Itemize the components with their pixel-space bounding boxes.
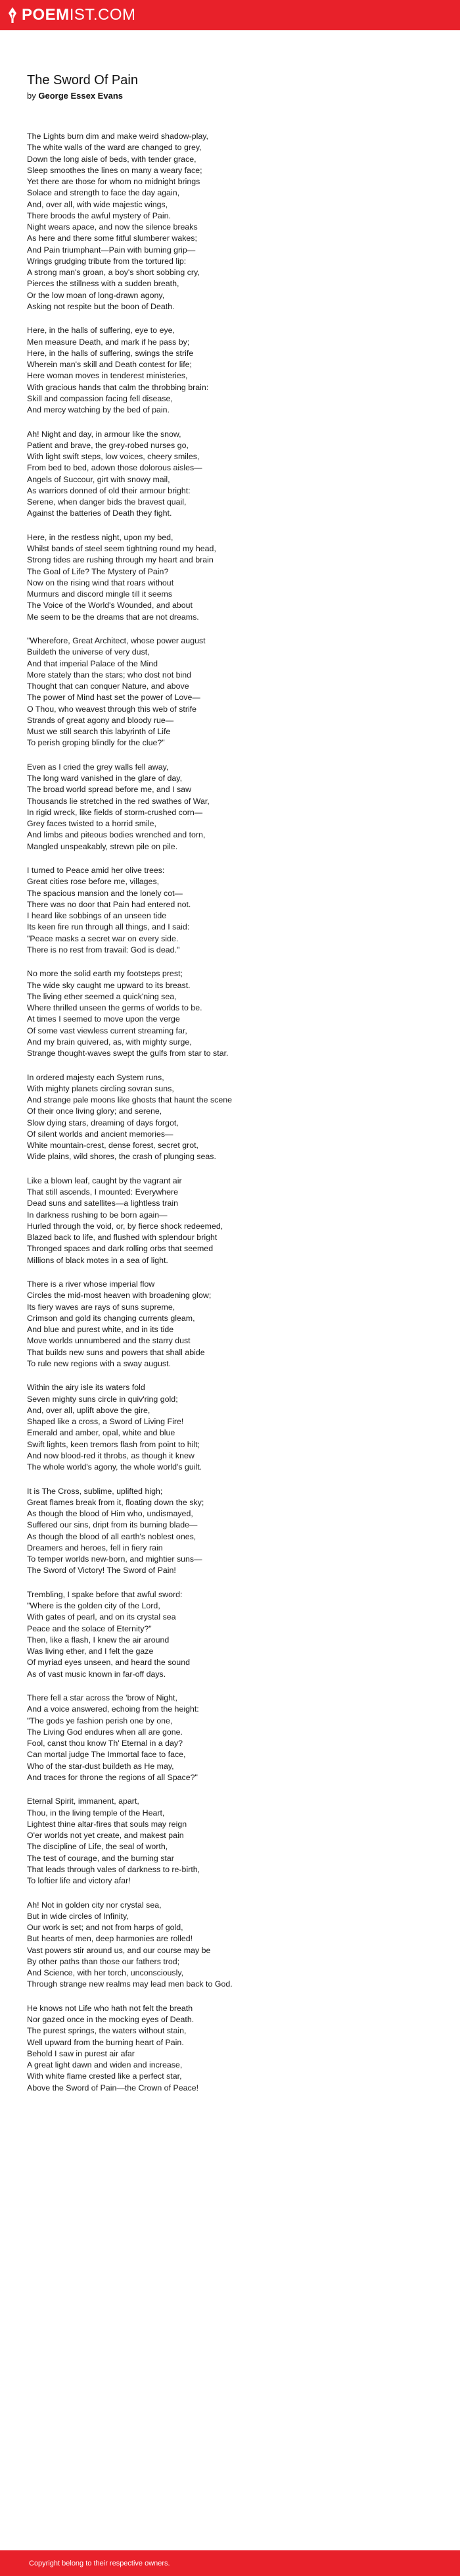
poem-line: Millions of black motes in a sea of light. — [27, 1255, 168, 1265]
poem-line: And limbs and piteous bodies wrenched and torn, — [27, 830, 206, 840]
poem-line: Who of the star-dust buildeth as He may, — [27, 1761, 174, 1771]
poem-line: Behold I saw in purest air afar — [27, 2048, 135, 2058]
poem-stanza — [27, 1796, 448, 1887]
poem-line: Ah! Not in golden city nor crystal sea, — [27, 1900, 162, 1910]
poem-line: Slow dying stars, dreaming of days forgot, — [27, 1118, 179, 1127]
poem-stanza — [27, 635, 448, 749]
poem-line: Down the long aisle of beds, with tender grace, — [27, 154, 196, 164]
poem-line: Yet there are those for whom no midnight brings — [27, 177, 200, 186]
poem-stanza — [27, 429, 448, 520]
poem-line: Lightest thine altar-fires that souls may reign — [27, 1819, 187, 1829]
poem-line: Of myriad eyes unseen, and heard the sound — [27, 1658, 190, 1668]
poem-line: That still ascends, I mounted: Everywhere — [27, 1187, 179, 1197]
poem-line: The living ether seemed a quick'ning sea, — [27, 991, 177, 1001]
poem-line: And Pain triumphant—Pain with burning grip— — [27, 245, 196, 255]
poem-line: Within the airy isle its waters fold — [27, 1383, 145, 1393]
poem-line: And mercy watching by the bed of pain. — [27, 405, 170, 414]
poem-line: Patient and brave, the grey-robed nurses go, — [27, 440, 189, 450]
poem-line: That builds new suns and powers that shall abide — [27, 1347, 205, 1357]
poem-line: There is no rest from travail: God is dead." — [27, 945, 180, 954]
poem-line: Crimson and gold its changing currents gleam, — [27, 1313, 195, 1323]
poem-line: Eternal Spirit, immanent, apart, — [27, 1796, 139, 1806]
poem-line: Above the Sword of Pain—the Crown of Peace! — [27, 2083, 199, 2093]
poem-line: Murmurs and discord mingle till it seems — [27, 589, 173, 599]
poem-line: The purest springs, the waters without stain, — [27, 2026, 187, 2036]
poem-line: Now on the rising wind that roars without — [27, 578, 174, 587]
poem-line: As though the blood of Him who, undismayed, — [27, 1509, 193, 1518]
poem-line: In rigid wreck, like fields of storm-crushed corn— — [27, 807, 203, 817]
poem-line: Wide plains, wild shores, the crash of plunging seas. — [27, 1152, 216, 1162]
copyright-text: Copyright belong to their respective owners. — [29, 2560, 170, 2567]
poem-line: In ordered majesty each System runs, — [27, 1072, 164, 1082]
poem-line: And strange pale moons like ghosts that haunt the scene — [27, 1095, 233, 1104]
poem-line: At times I seemed to move upon the verge — [27, 1014, 180, 1024]
poem-line: Suffered our sins, dript from its burning blade— — [27, 1520, 198, 1530]
poem-line: A great light dawn and widen and increase, — [27, 2060, 183, 2069]
poem-line: Men measure Death, and mark if he pass by; — [27, 337, 190, 347]
poem-line: The discipline of Life, the seal of worth, — [27, 1842, 168, 1852]
poem-stanza — [27, 762, 448, 853]
poem-line: Here, in the halls of suffering, swings the strife — [27, 348, 194, 358]
logo-text-strong: POEM — [22, 6, 70, 24]
poem-stanza — [27, 1176, 448, 1266]
poem-line: The broad world spread before me, and I saw — [27, 785, 192, 795]
poem-line: Wherein man's skill and Death contest for life; — [27, 360, 192, 369]
poem-line: And a voice answered, echoing from the height: — [27, 1704, 199, 1714]
poem-stanza — [27, 1693, 448, 1783]
poem-line: The test of courage, and the burning star — [27, 1853, 174, 1863]
poem-line: I turned to Peace amid her olive trees: — [27, 866, 165, 875]
poem-stanza — [27, 131, 448, 312]
poem-line: Pierces the stillness with a sudden breath, — [27, 279, 179, 289]
poem-line: Thought that can conquer Nature, and above — [27, 681, 189, 691]
poem-line: Circles the mid-most heaven with broadening glow; — [27, 1291, 212, 1300]
poem-line: The whole world's agony, the whole world's guilt. — [27, 1462, 202, 1472]
poem-line: And that imperial Palace of the Mind — [27, 658, 158, 668]
poem-stanza — [27, 1900, 448, 1991]
logo-wordmark — [22, 7, 136, 24]
poem-line: Seven mighty suns circle in quiv'ring gold; — [27, 1394, 178, 1404]
poem-line: Even as I cried the grey walls fell away, — [27, 762, 169, 772]
poem-line: Thronged spaces and dark rolling orbs that seemed — [27, 1244, 214, 1254]
poem-line: And, over all, uplift above the gire, — [27, 1405, 150, 1415]
poem-line: As though the blood of all earth's noblest ones, — [27, 1531, 196, 1541]
poem-line: Grey faces twisted to a horrid smile, — [27, 819, 156, 828]
poem-line: As of vast music known in far-off days. — [27, 1669, 166, 1679]
poem-line: The spacious mansion and the lonely cot— — [27, 888, 183, 898]
poem-line: Of silent worlds and ancient memories— — [27, 1129, 173, 1139]
poem-line: With light swift steps, low voices, cheery smiles, — [27, 452, 200, 461]
poem-line: Was living ether, and I felt the gaze — [27, 1647, 154, 1656]
poem-line: Of some vast viewless current streaming far, — [27, 1026, 187, 1035]
poem-line: That leads through vales of darkness to re-birth, — [27, 1864, 200, 1874]
poem-line: Its fiery waves are rays of suns supreme, — [27, 1302, 175, 1312]
poem-line: O Thou, who weavest through this web of strife — [27, 704, 197, 714]
poem-line: The Voice of the World's Wounded, and about — [27, 601, 193, 610]
poem-body — [27, 131, 448, 2094]
poem-line: Strands of great agony and bloody rue— — [27, 715, 174, 725]
poem-stanza — [27, 865, 448, 956]
poem-line: Whilst bands of steel seem tightning round my head, — [27, 544, 216, 553]
poem-stanza — [27, 2003, 448, 2094]
poem-line: It is The Cross, sublime, uplifted high; — [27, 1486, 163, 1496]
pen-nib-icon — [8, 7, 17, 23]
poem-title: The Sword Of Pain — [27, 73, 138, 87]
poem-line: I heard like sobbings of an unseen tide — [27, 911, 167, 920]
poem-line: Me seem to be the dreams that are not dreams. — [27, 612, 199, 622]
poem-line: There fell a star across the 'brow of Night, — [27, 1693, 177, 1702]
poem-line: And Science, with her torch, unconsciously, — [27, 1968, 184, 1977]
poem-line: But in wide circles of Infinity, — [27, 1911, 129, 1921]
poem-line: Where thrilled unseen the germs of worlds to be. — [27, 1003, 202, 1012]
poem-stanza — [27, 1589, 448, 1680]
poem-line: As warriors donned of old their armour bright: — [27, 485, 191, 495]
poem-line: Our work is set; and not from harps of gold, — [27, 1923, 183, 1932]
poem-line: Mangled unspeakably, strewn pile on pile. — [27, 841, 178, 851]
poem-line: In darkness rushing to be born again— — [27, 1210, 168, 1220]
author-link[interactable]: George Essex Evans — [38, 91, 123, 101]
poem-line: To perish groping blindly for the clue?" — [27, 738, 165, 748]
poem-stanza — [27, 532, 448, 623]
poem-line: To loftier life and victory afar! — [27, 1876, 131, 1885]
poem-line: Great flames break from it, floating down the sky; — [27, 1497, 204, 1507]
poem-line: White mountain-crest, dense forest, secret grot, — [27, 1141, 199, 1150]
poem-line: Can mortal judge The Immortal face to face, — [27, 1750, 186, 1760]
poem-stanza — [27, 1072, 448, 1163]
poem-line: Here woman moves in tenderest ministeries, — [27, 371, 188, 381]
poem-line: The Sword of Victory! The Sword of Pain! — [27, 1566, 176, 1575]
poem-line: Must we still search this labyrinth of Life — [27, 727, 171, 736]
poem-line: O'er worlds not yet create, and makest pain — [27, 1831, 184, 1840]
poem-line: Emerald and amber, opal, white and blue — [27, 1428, 175, 1438]
poem-line: Or the low moan of long-drawn agony, — [27, 290, 165, 300]
poem-line: Thousands lie stretched in the red swathes of War, — [27, 796, 210, 806]
poem-line: Night wears apace, and now the silence breaks — [27, 222, 198, 232]
poem-line: Nor gazed once in the mocking eyes of Death. — [27, 2015, 195, 2024]
poem-line: More stately than the stars; who dost not bind — [27, 670, 192, 680]
poem-line: Solace and strength to face the day again, — [27, 188, 180, 198]
poem-line: Buildeth the universe of very dust, — [27, 647, 150, 657]
site-logo[interactable] — [8, 7, 136, 24]
poem-line: Dead suns and satellites—a lightless train — [27, 1199, 179, 1208]
poem-line: Against the batteries of Death they fight. — [27, 508, 172, 518]
poem-stanza — [27, 968, 448, 1059]
logo-text-light: IST.COM — [69, 6, 136, 24]
poem-line: With gracious hands that calm the throbbing brain: — [27, 382, 209, 392]
poem-line: Thou, in the living temple of the Heart, — [27, 1808, 165, 1818]
poem-line: The Lights burn dim and make weird shadow-play, — [27, 132, 208, 141]
poem-line: "The gods ye fashion perish one by one, — [27, 1716, 173, 1725]
poem-stanza — [27, 1382, 448, 1473]
poem-line: Through strange new realms may lead men back to God. — [27, 1979, 233, 1989]
poem-line: Like a blown leaf, caught by the vagrant air — [27, 1176, 182, 1185]
poem-line: To rule new regions with a sway august. — [27, 1358, 172, 1368]
poem-line: Great cities rose before me, villages, — [27, 877, 160, 887]
poem-line: No more the solid earth my footsteps prest; — [27, 969, 183, 979]
poem-line: And now blood-red it throbs, as though it knew — [27, 1450, 195, 1460]
poem-line: Asking not respite but the boon of Death. — [27, 301, 175, 311]
poem-line: "Peace masks a secret war on every side. — [27, 933, 179, 943]
byline-label: by — [27, 91, 36, 101]
poem-line: Serene, when danger bids the bravest quail, — [27, 497, 187, 507]
poem-line: Here, in the halls of suffering, eye to eye, — [27, 326, 175, 335]
poem-line: As here and there some fitful slumberer wakes; — [27, 234, 197, 243]
poem-line: The power of Mind hast set the power of Love— — [27, 693, 200, 703]
poem-line: With white flame crested like a perfect star, — [27, 2071, 182, 2081]
poem-line: Ah! Night and day, in armour like the snow, — [27, 429, 181, 439]
site-header — [0, 0, 460, 30]
poem-stanza — [27, 1486, 448, 1577]
poem-line: "Where is the golden city of the Lord, — [27, 1601, 160, 1610]
poem-article — [27, 72, 448, 2106]
poem-line: From bed to bed, adown those dolorous aisles— — [27, 463, 202, 473]
poem-line: Peace and the solace of Eternity?" — [27, 1623, 152, 1633]
poem-line: Sleep smoothes the lines on many a weary face; — [27, 165, 202, 175]
poem-line: There was no door that Pain had entered not. — [27, 899, 191, 909]
poem-line: Trembling, I spake before that awful sword: — [27, 1589, 183, 1599]
poem-line: He knows not Life who hath not felt the breath — [27, 2003, 193, 2013]
poem-line: Swift lights, keen tremors flash from point to hilt; — [27, 1439, 200, 1449]
poem-stanza — [27, 325, 448, 416]
poem-line: The wide sky caught me upward to its breast. — [27, 980, 191, 990]
poem-line: With gates of pearl, and on its crystal sea — [27, 1612, 176, 1622]
poem-line: Vast powers stir around us, and our course may be — [27, 1945, 211, 1955]
poem-line: Its keen fire run through all things, and I said: — [27, 922, 190, 932]
poem-line: Of their once living glory; and serene, — [27, 1106, 162, 1116]
poem-line: Fool, canst thou know Th' Eternal in a day? — [27, 1739, 183, 1748]
poem-line: To temper worlds new-born, and mightier suns— — [27, 1554, 202, 1564]
poem-line: And my brain quivered, as, with mighty surge, — [27, 1037, 192, 1047]
poem-stanza — [27, 1279, 448, 1370]
poem-line: Move worlds unnumbered and the starry dust — [27, 1336, 191, 1346]
poem-line: There is a river whose imperial flow — [27, 1279, 155, 1289]
poem-line: Strange thought-waves swept the gulfs from star to star. — [27, 1049, 229, 1058]
poem-line: Dreamers and heroes, fell in fiery rain — [27, 1543, 163, 1552]
poem-line: "Wherefore, Great Architect, whose power august — [27, 636, 206, 645]
poem-line: Wrings grudging tribute from the tortured lip: — [27, 256, 187, 266]
poem-line: And traces for throne the regions of all Space?" — [27, 1772, 198, 1782]
poem-line: But hearts of men, deep harmonies are rolled! — [27, 1934, 193, 1944]
poem-line: Then, like a flash, I knew the air around — [27, 1635, 170, 1645]
poem-line: By other paths than those our fathers trod; — [27, 1956, 180, 1966]
poem-line: The Living God endures when all are gone. — [27, 1727, 183, 1737]
poem-line: The Goal of Life? The Mystery of Pain? — [27, 566, 169, 576]
poem-line: Skill and compassion facing fell disease, — [27, 393, 173, 403]
poem-line: The long ward vanished in the glare of day, — [27, 774, 183, 783]
poem-line: There broods the awful mystery of Pain. — [27, 211, 172, 220]
poem-line: Hurled through the void, or, by fierce shock redeemed, — [27, 1221, 223, 1231]
poem-line: Angels of Succour, girt with snowy mail, — [27, 474, 170, 484]
poem-line: With mighty planets circling sovran suns, — [27, 1083, 174, 1093]
poem-line: Blazed back to life, and flushed with splendour bright — [27, 1233, 218, 1242]
poem-line: And blue and purest white, and in its tide — [27, 1325, 174, 1334]
poem-line: Here, in the restless night, upon my bed, — [27, 532, 173, 542]
poem-line: Shaped like a cross, a Sword of Living Fire! — [27, 1417, 184, 1426]
poem-line: The white walls of the ward are changed to grey, — [27, 143, 202, 153]
poem-line: And, over all, with wide majestic wings, — [27, 199, 168, 209]
poem-line: Strong tides are rushing through my heart and brain — [27, 555, 214, 565]
poem-line: Well upward from the burning heart of Pain. — [27, 2037, 184, 2047]
poem-line: A strong man's groan, a boy's short sobbing cry, — [27, 268, 200, 277]
site-footer — [0, 2550, 460, 2576]
poem-byline — [27, 91, 448, 101]
